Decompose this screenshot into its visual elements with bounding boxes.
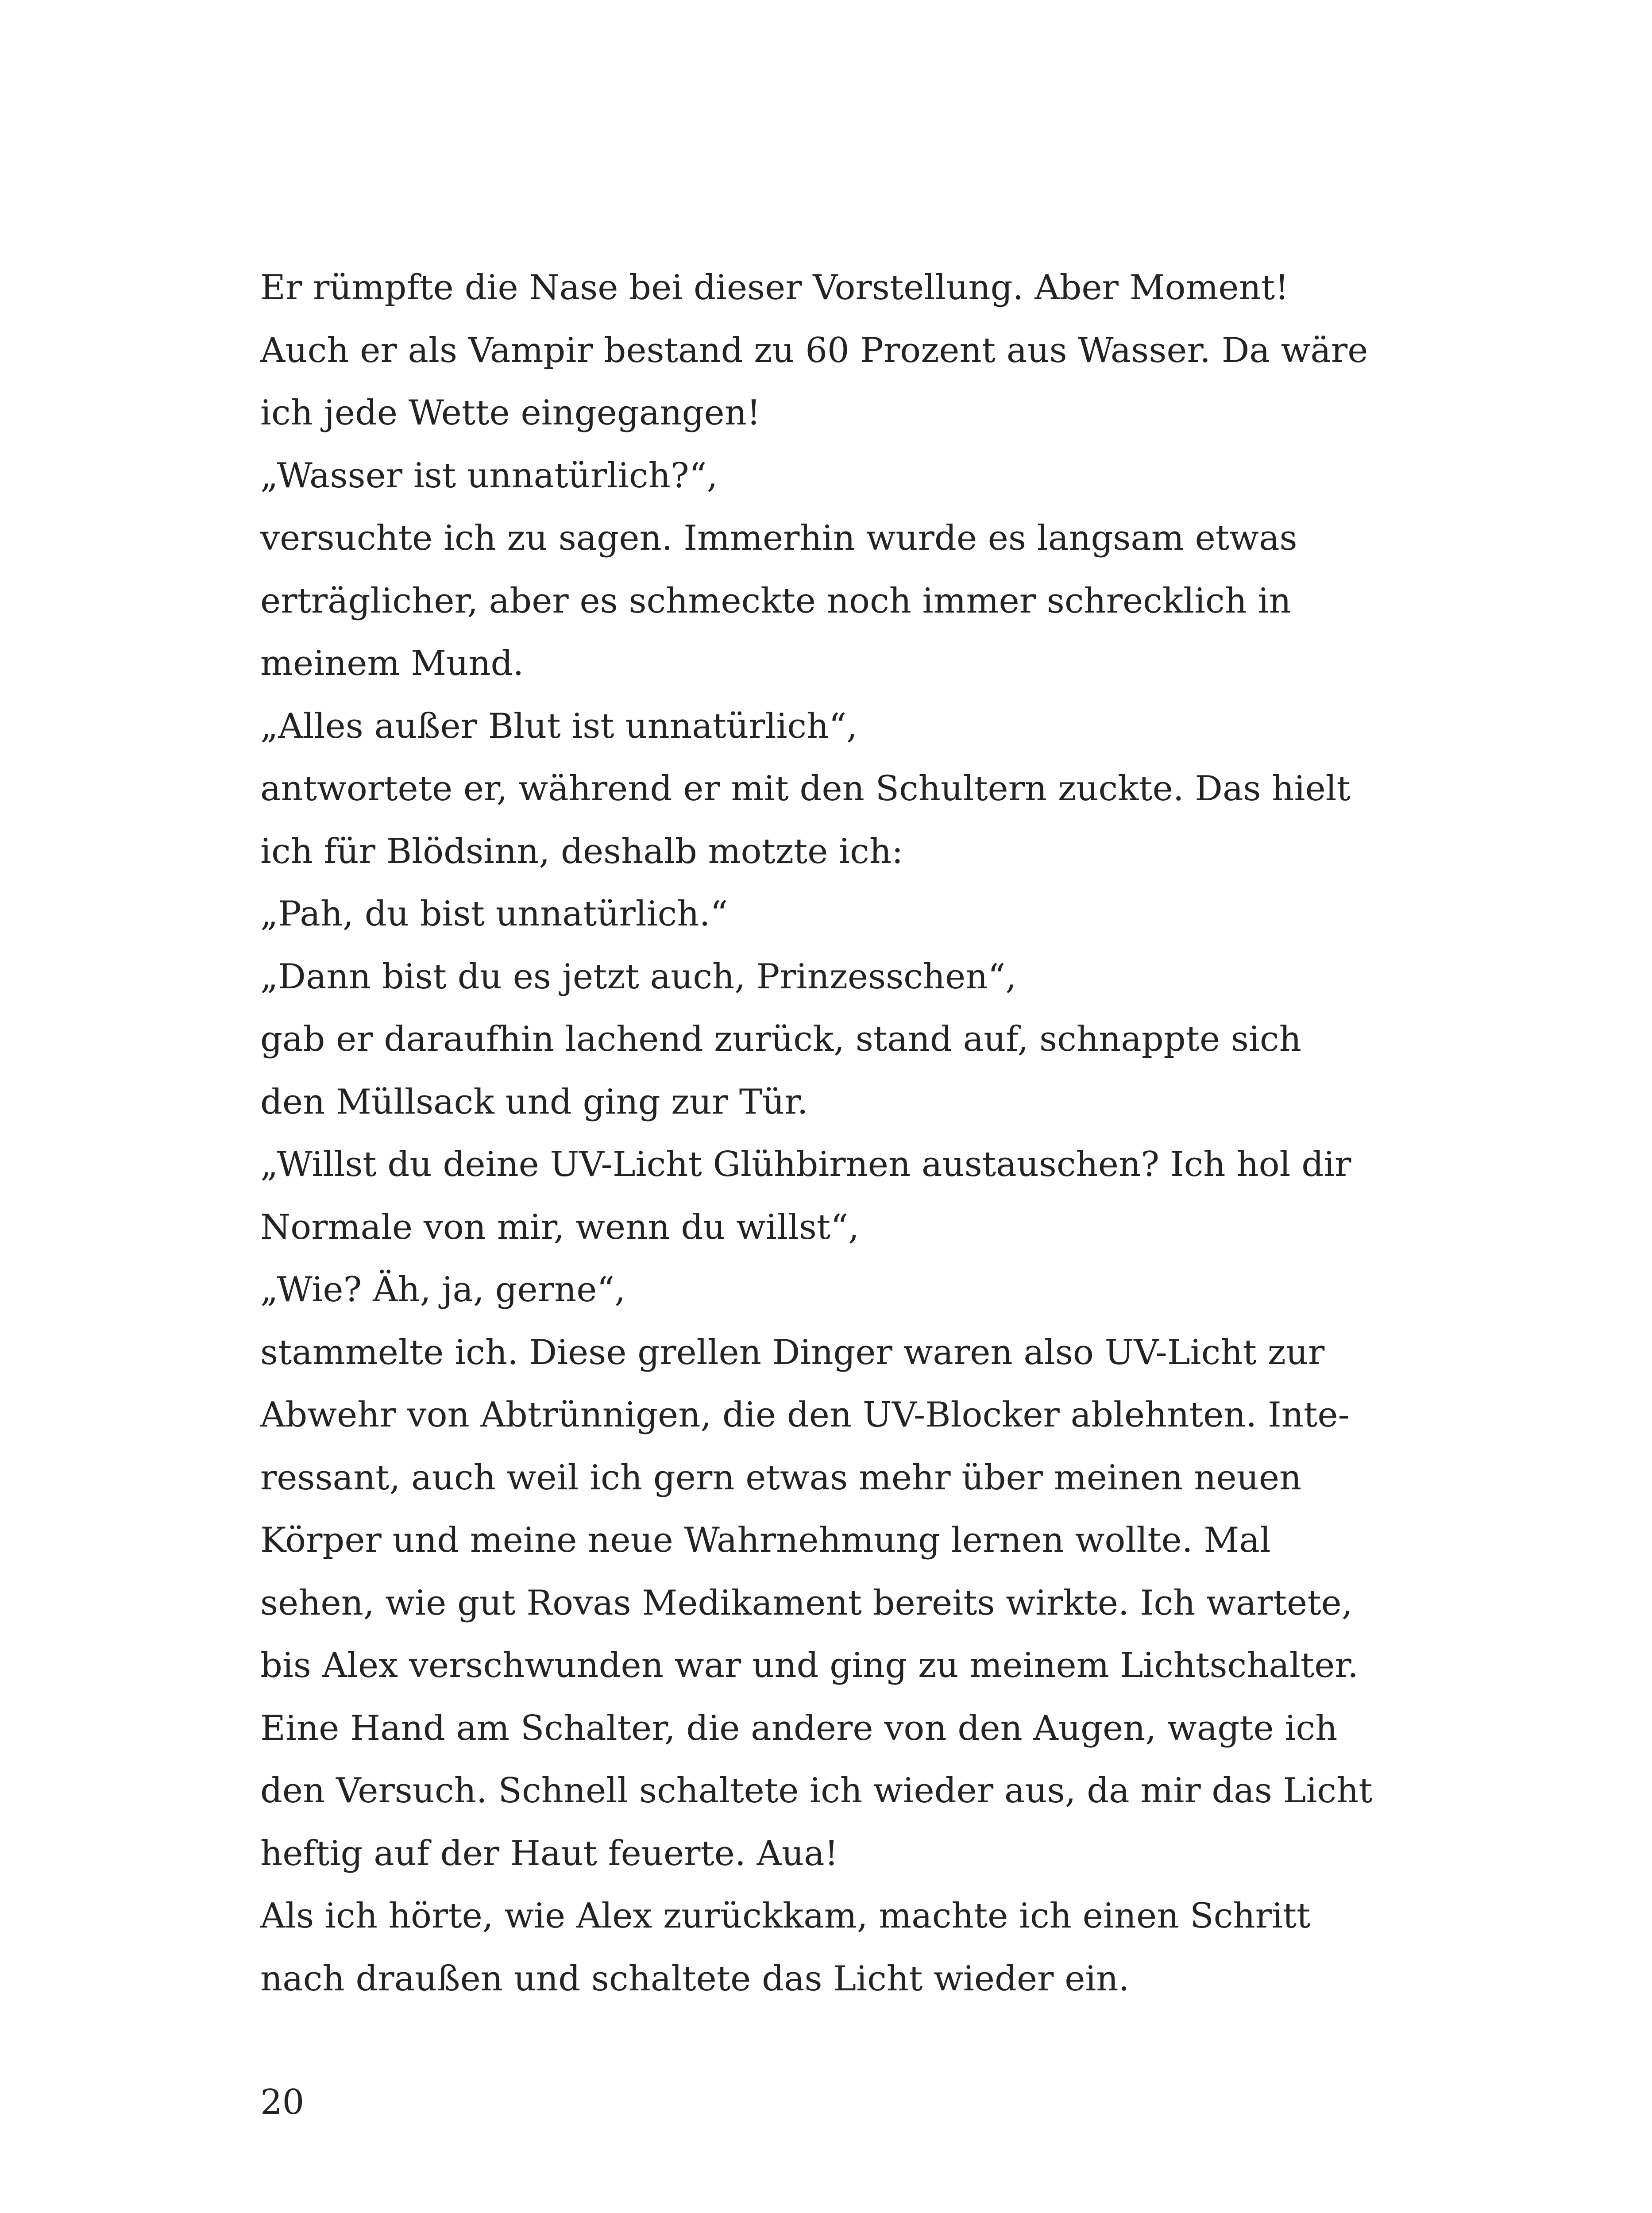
text-line: Er rümpfte die Nase bei dieser Vorstellung. Aber Moment!: [260, 268, 1289, 308]
text-line: versuchte ich zu sagen. Immerhin wurde es langsam etwas: [260, 518, 1297, 558]
text-line: antwortete er, während er mit den Schultern zuckte. Das hielt: [260, 769, 1351, 809]
text-line: Normale von mir, wenn du willst“,: [260, 1207, 859, 1247]
text-line: Auch er als Vampir bestand zu 60 Prozent aus Wasser. Da wäre: [260, 330, 1368, 370]
text-line: Als ich hörte, wie Alex zurückkam, machte ich einen Schritt: [260, 1896, 1311, 1936]
text-line: gab er daraufhin lachend zurück, stand auf, schnappte sich: [260, 1019, 1301, 1059]
text-line: bis Alex verschwunden war und ging zu meinem Lichtschalter.: [260, 1646, 1359, 1685]
text-line: Abwehr von Abtrünnigen, die den UV-Blocker ablehnten. Inte-: [260, 1395, 1350, 1435]
text-line: Eine Hand am Schalter, die andere von den Augen, wagte ich: [260, 1708, 1338, 1748]
text-line: „Dann bist du es jetzt auch, Prinzesschen“,: [260, 956, 1017, 997]
text-line: nach draußen und schaltete das Licht wieder ein.: [260, 1959, 1130, 1999]
text-line: stammelte ich. Diese grellen Dinger waren also UV-Licht zur: [260, 1332, 1325, 1373]
text-line: meinem Mund.: [260, 644, 524, 683]
text-line: ich jede Wette eingegangen!: [260, 393, 761, 433]
text-line: Körper und meine neue Wahrnehmung lernen wollte. Mal: [260, 1520, 1271, 1560]
body-text: [260, 257, 1376, 2010]
page-number: 20: [260, 2082, 305, 2122]
text-line: den Versuch. Schnell schaltete ich wieder aus, da mir das Licht: [260, 1771, 1373, 1811]
text-line: „Pah, du bist unnatürlich.“: [260, 894, 728, 934]
text-line: „Willst du deine UV-Licht Glühbirnen austauschen? Ich hol dir: [260, 1145, 1351, 1184]
text-line: ich für Blödsinn, deshalb motzte ich:: [260, 831, 903, 871]
text-line: den Müllsack und ging zur Tür.: [260, 1082, 808, 1122]
text-line: erträglicher, aber es schmeckte noch immer schrecklich in: [260, 581, 1291, 621]
text-line: ressant, auch weil ich gern etwas mehr über meinen neuen: [260, 1457, 1302, 1498]
text-line: „Wie? Äh, ja, gerne“,: [260, 1270, 626, 1310]
text-line: „Wasser ist unnatürlich?“,: [260, 455, 718, 496]
text-line: „Alles außer Blut ist unnatürlich“,: [260, 706, 858, 746]
text-line: heftig auf der Haut feuerte. Aua!: [260, 1833, 838, 1874]
text-line: sehen, wie gut Rovas Medikament bereits wirkte. Ich wartete,: [260, 1583, 1353, 1623]
